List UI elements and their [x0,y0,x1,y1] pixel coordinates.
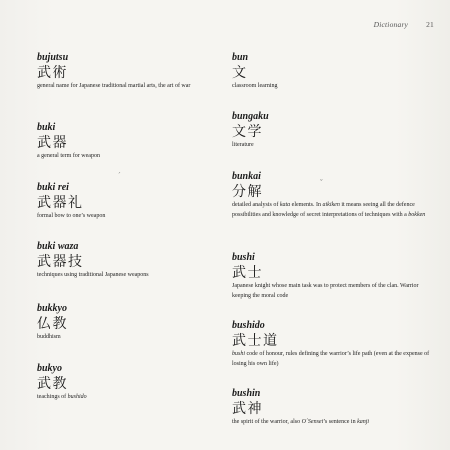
definition-run: ’s sentence in [323,419,358,425]
entry-definition [37,333,207,343]
entry-kanji: 武神 [232,401,263,417]
entry-bun [232,52,432,92]
definition-run: code of honour, rules defining the warrior’s life path (even at the expense of losing his own life) [232,351,430,367]
entry-term: buki [37,122,56,133]
entry-bushido [232,320,432,369]
definition-run: teachings of [37,394,68,400]
definition-run: buddhism [37,334,61,340]
entry-definition [37,271,207,281]
page-number: 21 [426,20,434,29]
entry-kanji: 分解 [232,184,263,200]
entry-definition [232,201,432,220]
entry-bukkyo [37,303,207,343]
entry-kanji: 文学 [232,124,263,140]
definition-run: a general term for weapon [37,153,100,159]
stray-mark: ˇ [320,178,323,187]
entry-buki-rei [37,182,207,222]
entry-definition [37,82,207,92]
entry-kanji: 武器技 [37,254,84,270]
entry-term: bushin [232,388,261,399]
running-header [374,20,434,29]
entry-kanji: 文 [232,65,248,81]
entry-kanji: 武士道 [232,333,279,349]
definition-italic-run: aikiken [322,202,340,208]
entry-term: bujutsu [37,52,69,63]
entry-bukyo [37,363,207,403]
header-title: Dictionary [373,20,409,29]
entry-kanji: 武器礼 [37,195,84,211]
entry-buki [37,122,207,162]
entry-term: bukyo [37,363,62,374]
definition-italic-run: kanji [357,419,370,425]
entry-bushin [232,388,432,428]
entry-definition [232,350,432,369]
entry-term: buki rei [37,182,69,193]
entry-bungaku [232,111,432,151]
definition-italic-run: bushido [67,394,87,400]
entry-kanji: 武教 [37,376,68,392]
entry-term: bunkai [232,171,261,182]
definition-italic-run: bushi [232,351,246,357]
entry-bujutsu [37,52,207,92]
definition-italic-run: O´Sensei [301,419,324,425]
entry-definition [232,82,432,92]
entry-kanji: 武士 [232,265,263,281]
entry-definition [37,212,207,222]
definition-run: detailed analysis of [232,202,280,208]
definition-run: classroom learning [232,83,278,89]
entry-term: bun [232,52,249,63]
entry-definition [37,152,207,162]
stray-mark: ˊ [118,171,121,180]
entry-buki-waza [37,241,207,281]
entry-term: bungaku [232,111,269,122]
entry-term: bushido [232,320,265,331]
definition-run: techniques using traditional Japanese weapons [37,272,149,278]
definition-italic-run: kata [279,202,291,208]
entry-bushi [232,252,432,301]
entry-term: buki waza [37,241,79,252]
entry-definition [37,393,207,403]
entry-kanji: 武術 [37,65,68,81]
entry-term: bukkyo [37,303,67,314]
entry-kanji: 武器 [37,135,68,151]
entry-definition [232,141,432,151]
entry-term: bushi [232,252,255,263]
definition-run: literature [232,142,254,148]
entry-bunkai [232,171,432,220]
entry-kanji: 仏教 [37,316,68,332]
entry-definition [232,282,432,301]
definition-italic-run: bokken [408,211,426,218]
definition-run: it means seeing all the defence possibilities and knowledge of secret interpretations of techniques with a [232,202,415,218]
definition-run: elements. In [290,202,323,208]
definition-run: the spirit of the warrior, also [232,419,302,425]
entry-definition [232,418,432,428]
definition-run: formal bow to one’s weapon [37,213,106,219]
definition-run: general name for Japanese traditional martial arts, the art of war [37,83,191,89]
definition-run: Japanese knight whose main task was to protect members of the clan. Warrior keeping the moral code [232,283,419,299]
